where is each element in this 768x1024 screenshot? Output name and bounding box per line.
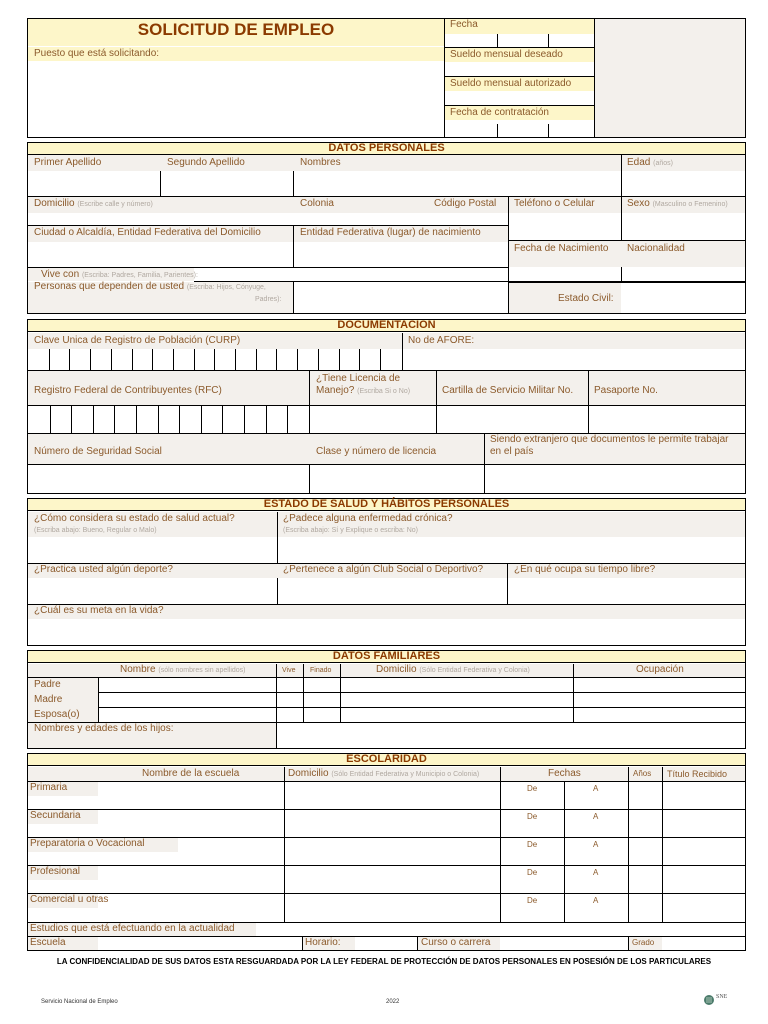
esc-curso-label: Curso o carrera	[421, 937, 491, 948]
char-box-divider	[71, 405, 72, 433]
esc-row-a: A	[593, 840, 599, 849]
licencia-label: ¿Tiene Licencia de	[316, 373, 401, 384]
esc-row-label: Secundaria	[30, 810, 81, 821]
personales-title: DATOS PERSONALES	[27, 142, 746, 155]
escolaridad-rows	[28, 782, 745, 922]
esc-row-a: A	[593, 896, 599, 905]
fam-domicilio-head: Domicilio (Sólo Entidad Federativa y Colonia)	[376, 664, 530, 675]
footer-org: Servicio Nacional de Empleo	[41, 999, 118, 1005]
char-box-divider	[132, 349, 133, 370]
clase-licencia-label: Clase y número de licencia	[316, 446, 437, 457]
pasaporte-label: Pasaporte No.	[594, 385, 658, 396]
esc-row-label: Preparatoria o Vocacional	[30, 838, 145, 849]
segundo-apellido-label: Segundo Apellido	[167, 157, 245, 168]
char-box-divider	[194, 349, 195, 370]
esc-row-divider	[27, 809, 746, 810]
sexo-label: Sexo (Masculino o Femenino)	[627, 198, 728, 209]
esc-date-divider	[564, 838, 565, 866]
fam-hijos-label: Nombres y edades de los hijos:	[34, 723, 174, 734]
fam-row-padre: Padre	[34, 679, 61, 690]
esc-row-a: A	[593, 868, 599, 877]
char-box-divider	[359, 349, 360, 370]
char-box-divider	[222, 405, 223, 433]
char-box-divider	[173, 349, 174, 370]
vive-con-label: Vive con (Escriba: Padres, Familia, Parientes):	[41, 269, 198, 280]
cp-label: Código Postal	[434, 198, 497, 209]
fecha-label: Fecha	[450, 19, 478, 30]
colonia-label: Colonia	[300, 198, 334, 209]
esc-nombre-head: Nombre de la escuela	[142, 768, 240, 779]
fam-finado-head: Finado	[310, 667, 332, 674]
char-box-divider	[276, 349, 277, 370]
fecha-contratacion-label: Fecha de contratación	[450, 107, 549, 118]
char-box-divider	[69, 349, 70, 370]
esc-row-de: De	[527, 840, 538, 849]
esc-row-divider	[27, 893, 746, 894]
esc-row-a: A	[593, 784, 599, 793]
esc-date-divider	[564, 782, 565, 810]
familiares-title: DATOS FAMILIARES	[27, 650, 746, 663]
form-title: SOLICITUD DE EMPLEO	[137, 20, 335, 39]
edad-label: Edad (años)	[627, 157, 673, 168]
documentacion-title: DOCUMENTACION	[27, 319, 746, 332]
esc-row-label: Comercial u otras	[30, 894, 109, 905]
ciudad-label: Ciudad o Alcaldía, Entidad Federativa del Domicilio	[34, 227, 261, 238]
esc-date-divider	[564, 894, 565, 922]
salud-q2-hint: (Escriba abajo: Sí y Explique o escriba: No)	[283, 527, 419, 534]
sueldo-autorizado-label: Sueldo mensual autorizado	[450, 78, 572, 89]
salud-q4: ¿Pertenece a algún Club Social o Deportivo?	[283, 564, 484, 575]
domicilio-label: Domicilio (Escribe calle y número)	[34, 198, 153, 209]
salud-q2: ¿Padece alguna enfermedad crónica?	[283, 513, 453, 524]
char-box-divider	[318, 349, 319, 370]
esc-grado-label: Grado	[632, 938, 655, 947]
sne-logo	[703, 993, 733, 1007]
cartilla-label: Cartilla de Servicio Militar No.	[442, 385, 574, 396]
salud-q1-hint: (Escriba abajo: Bueno, Regular o Malo)	[34, 527, 157, 534]
salud-q1: ¿Cómo considera su estado de salud actual?	[34, 513, 235, 524]
char-box-divider	[114, 405, 115, 433]
char-box-divider	[214, 349, 215, 370]
char-box-divider	[152, 349, 153, 370]
rfc-input[interactable]	[28, 405, 309, 433]
dependen-hint: Padres):	[255, 296, 282, 303]
footer-year: 2022	[386, 999, 400, 1005]
char-box-divider	[266, 405, 267, 433]
fam-nombre-head: Nombre (sólo nombres sin apellidos)	[120, 664, 246, 675]
telefono-label: Teléfono o Celular	[514, 198, 595, 209]
salud-q5: ¿En qué ocupa su tiempo libre?	[514, 564, 656, 575]
char-box-divider	[50, 405, 51, 433]
esc-fechas-head: Fechas	[548, 768, 581, 779]
photo-area	[595, 19, 745, 137]
char-box-divider	[93, 405, 94, 433]
nss-label: Número de Seguridad Social	[34, 446, 162, 457]
rfc-label: Registro Federal de Contribuyentes (RFC)	[34, 385, 222, 396]
fam-ocupacion-head: Ocupación	[636, 664, 684, 675]
esc-escuela-label: Escuela	[30, 937, 66, 948]
extranjero-label-2: en el país	[490, 446, 534, 457]
esc-row-de: De	[527, 896, 538, 905]
fam-vive-head: Vive	[282, 667, 296, 674]
char-box-divider	[49, 349, 50, 370]
char-box-divider	[244, 405, 245, 433]
afore-label: No de AFORE:	[408, 335, 475, 346]
dependen-label: Personas que dependen de usted (Escriba: Hijos, Cónyuge,	[34, 281, 266, 292]
estado-civil-label: Estado Civil:	[558, 293, 614, 304]
char-box-divider	[380, 349, 381, 370]
char-box-divider	[158, 405, 159, 433]
esc-horario-label: Horario:	[305, 937, 341, 948]
char-box-divider	[287, 405, 288, 433]
esc-row-divider	[27, 865, 746, 866]
char-box-divider	[339, 349, 340, 370]
licencia-label-2: Manejo? (Escriba Si o No)	[316, 385, 411, 396]
fam-row-madre: Madre	[34, 694, 63, 705]
char-box-divider	[136, 405, 137, 433]
confidencialidad-note: LA CONFIDENCIALIDAD DE SUS DATOS ESTA RESGUARDADA POR LA LEY FEDERAL DE PROTECCIÓN DE DATOS PERSONALES EN POSESIÓN DE LOS PARTICULARES	[56, 957, 712, 966]
salud-q6: ¿Cuál es su meta en la vida?	[34, 605, 164, 616]
char-box-divider	[235, 349, 236, 370]
primer-apellido-label: Primer Apellido	[34, 157, 102, 168]
fam-row-esposa: Esposa(o)	[34, 709, 80, 720]
esc-anos-head: Años	[633, 769, 652, 778]
entidad-nacimiento-label: Entidad Federativa (lugar) de nacimiento	[300, 227, 481, 238]
esc-row-de: De	[527, 868, 538, 877]
esc-estudios-label: Estudios que está efectuando en la actualidad	[30, 923, 235, 934]
char-box-divider	[297, 349, 298, 370]
char-box-divider	[201, 405, 202, 433]
curp-input[interactable]	[28, 349, 402, 370]
esc-row-label: Profesional	[30, 866, 81, 877]
salud-title: ESTADO DE SALUD Y HÁBITOS PERSONALES	[27, 498, 746, 511]
fecha-nacimiento-label: Fecha de Nacimiento	[514, 243, 609, 254]
sne-logo-text: SNE	[716, 994, 728, 1000]
char-box-divider	[90, 349, 91, 370]
esc-row-de: De	[527, 784, 538, 793]
esc-row-de: De	[527, 812, 538, 821]
esc-row-a: A	[593, 812, 599, 821]
esc-date-divider	[564, 866, 565, 894]
salud-q3: ¿Practica usted algún deporte?	[34, 564, 173, 575]
esc-row-label: Primaria	[30, 782, 68, 793]
puesto-input[interactable]	[28, 61, 444, 137]
extranjero-label: Siendo extranjero que documentos le permite trabajar	[490, 434, 729, 445]
esc-row-divider	[27, 837, 746, 838]
curp-label: Clave Unica de Registro de Población (CURP)	[34, 335, 241, 346]
char-box-divider	[179, 405, 180, 433]
esc-domicilio-head: Domicilio (Sólo Entidad Federativa y Municipio o Colonia)	[288, 768, 480, 779]
puesto-label: Puesto que está solicitando:	[34, 48, 160, 59]
esc-date-divider	[564, 810, 565, 838]
esc-titulo-head: Título Recibido	[667, 769, 728, 779]
nombres-label: Nombres	[300, 157, 341, 168]
nacionalidad-label: Nacionalidad	[627, 243, 685, 254]
char-box-divider	[111, 349, 112, 370]
sueldo-deseado-label: Sueldo mensual deseado	[450, 49, 563, 60]
escolaridad-title: ESCOLARIDAD	[27, 753, 746, 766]
char-box-divider	[256, 349, 257, 370]
